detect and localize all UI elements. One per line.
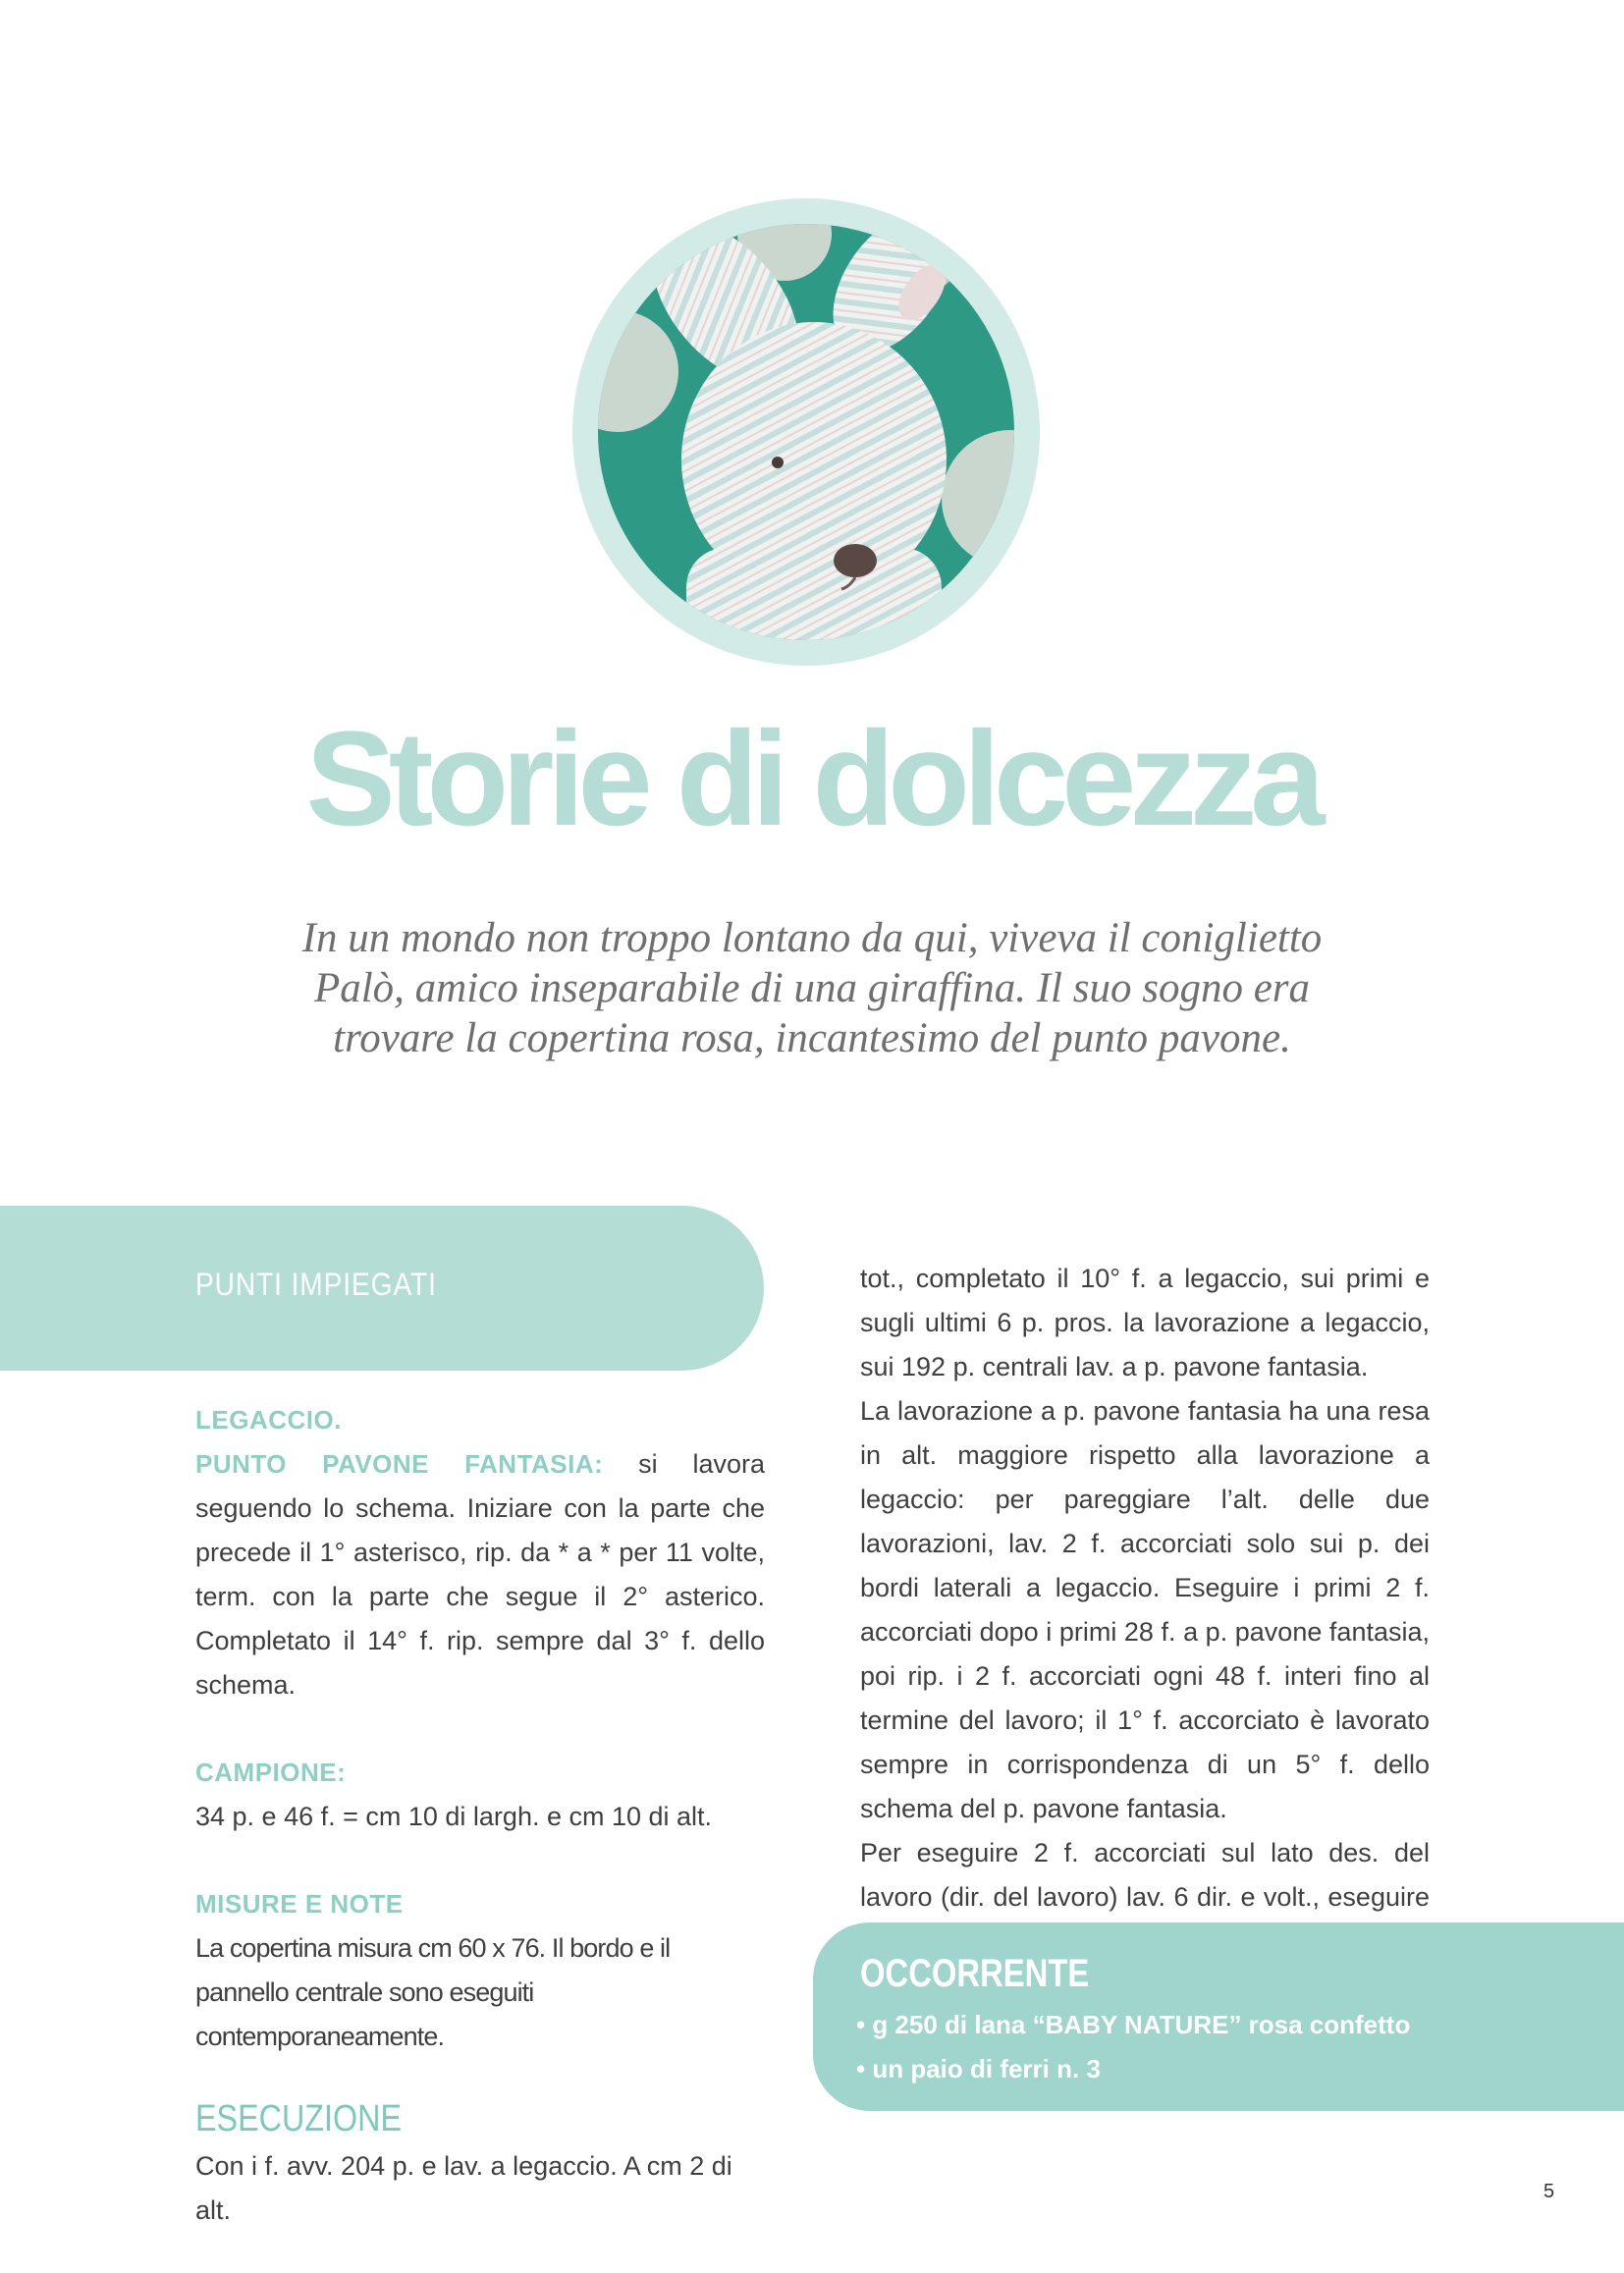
campione-text: 34 p. e 46 f. = cm 10 di largh. e cm 10 di alt.: [195, 1802, 713, 1831]
intro-text: [196, 913, 1428, 1063]
intro-line: Palò, amico inseparabile di una giraffina. Il suo sogno era: [313, 965, 1311, 1011]
intro-line: In un mondo non troppo lontano da qui, viveva il coniglietto: [301, 915, 1323, 961]
page-title: Storie di dolcezza: [305, 704, 1319, 854]
page-number: 5: [1543, 2181, 1555, 2202]
intro-line: trovare la copertina rosa, incantesimo del punto pavone.: [333, 1015, 1291, 1061]
bunny-photo: [598, 224, 1014, 640]
misure-heading: MISURE E NOTE: [195, 1889, 404, 1919]
legaccio-heading: LEGACCIO.: [195, 1405, 342, 1434]
occorrente-list: [856, 2003, 1410, 2091]
punto-pavone-heading: PUNTO PAVONE FANTASIA:: [195, 1449, 604, 1479]
esecuzione-continued: tot., completato il 10° f. a legaccio, sui primi e sugli ultimi 6 p. pros. la lavorazione a legaccio, sui 192 p. centrali lav. a p. pavone fantasia.: [860, 1264, 1430, 1381]
punto-pavone-paragraph: [195, 1442, 765, 1707]
right-column: [860, 1257, 1430, 1964]
left-column: [195, 1398, 765, 2233]
bunny-illustration: [598, 224, 1014, 640]
punto-pavone-text: si lavora seguendo lo schema. Iniziare con la parte che precede il 1° asterisco, rip. da * a * per 11 volte, term. con la parte che segue il 2° asterico. Completato il 14° f. rip. sempre dal 3° f. dello schema.: [195, 1449, 765, 1700]
occorrente-item: • un paio di ferri n. 3: [856, 2054, 1101, 2084]
campione-heading: CAMPIONE:: [195, 1758, 347, 1787]
photo-frame: [572, 198, 1040, 666]
punti-impiegati-heading: PUNTI IMPIEGATI: [195, 1267, 437, 1302]
lato-destro-text: Per eseguire 2 f. accorciati sul lato des. del lavoro (dir. del lavoro) lav. 6 dir. e volt., eseguire: [860, 1838, 1430, 1912]
occorrente-heading: OCCORRENTE: [860, 1952, 1090, 1995]
misure-text: La copertina misura cm 60 x 76. Il bordo e il pannello centrale sono eseguiti contemporaneamente.: [195, 1933, 671, 2051]
esecuzione-text: Con i f. avv. 204 p. e lav. a legaccio. A cm 2 di alt.: [195, 2151, 732, 2225]
ferri-accorciati-text: La lavorazione a p. pavone fantasia ha una resa in alt. maggiore rispetto alla lavorazione a legaccio: per pareggiare l’alt. delle due lavorazioni, lav. 2 f. accorciati solo sui p. dei bordi laterali a legaccio. Eseguire i primi 2 f. accorciati dopo i primi 28 f. a p. pavone fantasia, poi rip. i 2 f. accorciati ogni 48 f. interi fino al termine del lavoro; il 1° f. accorciato è lavorato sempre in corrispondenza di un 5° f. dello schema del p. pavone fantasia.: [860, 1396, 1430, 1823]
esecuzione-heading: ESECUZIONE: [195, 2098, 402, 2139]
occorrente-item: • g 250 di lana “BABY NATURE” rosa confetto: [856, 2010, 1411, 2039]
